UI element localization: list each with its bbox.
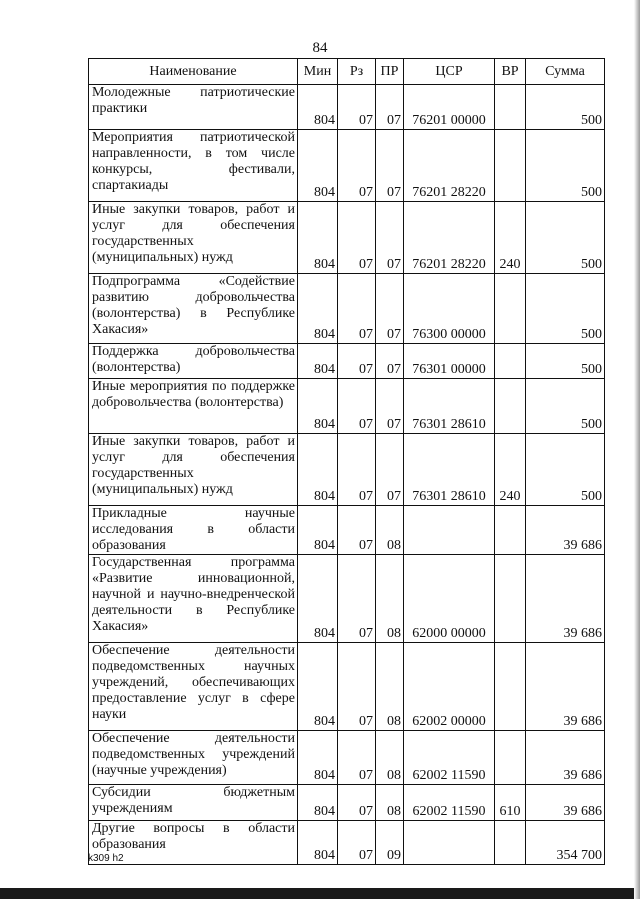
row-rz: 07	[338, 202, 376, 274]
row-min: 804	[298, 555, 338, 643]
row-vr: 240	[495, 202, 526, 274]
table-row	[89, 85, 605, 130]
row-pr: 07	[376, 130, 404, 202]
header-min: Мин	[298, 59, 338, 85]
row-vr: 240	[495, 434, 526, 506]
row-sum: 39 686	[526, 785, 605, 821]
table-row	[89, 130, 605, 202]
row-sum: 500	[526, 202, 605, 274]
row-sum: 39 686	[526, 643, 605, 731]
row-pr: 07	[376, 344, 404, 379]
row-min: 804	[298, 434, 338, 506]
table-row	[89, 731, 605, 785]
row-name: Иные закупки товаров, работ и услуг для обеспечения государственных (муниципальных) нужд	[89, 202, 298, 274]
row-csr	[404, 506, 495, 555]
row-sum: 500	[526, 274, 605, 344]
row-sum: 500	[526, 85, 605, 130]
row-pr: 09	[376, 821, 404, 865]
row-sum: 39 686	[526, 506, 605, 555]
row-rz: 07	[338, 506, 376, 555]
row-name: Обеспечение деятельности подведомственных научных учреждений, обеспечивающих предоставление услуг в сфере науки	[89, 643, 298, 731]
row-vr	[495, 643, 526, 731]
row-csr: 76301 28610	[404, 434, 495, 506]
row-csr: 76201 28220	[404, 202, 495, 274]
row-vr	[495, 85, 526, 130]
table-row	[89, 202, 605, 274]
row-name: Молодежные патриотические практики	[89, 85, 298, 130]
row-vr	[495, 344, 526, 379]
row-pr: 08	[376, 785, 404, 821]
row-pr: 07	[376, 274, 404, 344]
row-pr: 07	[376, 202, 404, 274]
row-csr	[404, 821, 495, 865]
header-csr: ЦСР	[404, 59, 495, 85]
row-rz: 07	[338, 379, 376, 434]
row-csr: 76301 00000	[404, 344, 495, 379]
header-pr: ПР	[376, 59, 404, 85]
row-csr: 76301 28610	[404, 379, 495, 434]
row-rz: 07	[338, 274, 376, 344]
row-name: Мероприятия патриотической направленности, в том числе конкурсы, фестивали, спартакиады	[89, 130, 298, 202]
row-name: Поддержка добровольчества (волонтерства)	[89, 344, 298, 379]
row-pr: 07	[376, 434, 404, 506]
row-csr: 62002 11590	[404, 731, 495, 785]
table-row	[89, 643, 605, 731]
row-vr	[495, 731, 526, 785]
row-sum: 500	[526, 379, 605, 434]
row-vr	[495, 506, 526, 555]
row-vr	[495, 130, 526, 202]
row-csr: 76201 28220	[404, 130, 495, 202]
header-vr: ВР	[495, 59, 526, 85]
row-csr: 76201 00000	[404, 85, 495, 130]
row-rz: 07	[338, 85, 376, 130]
row-pr: 07	[376, 85, 404, 130]
row-csr: 62002 11590	[404, 785, 495, 821]
row-min: 804	[298, 202, 338, 274]
table-row	[89, 344, 605, 379]
row-name: Прикладные научные исследования в области образования	[89, 506, 298, 555]
row-rz: 07	[338, 643, 376, 731]
header-rz: Рз	[338, 59, 376, 85]
row-min: 804	[298, 344, 338, 379]
row-vr	[495, 379, 526, 434]
row-sum: 500	[526, 130, 605, 202]
table-row	[89, 506, 605, 555]
row-name: Государственная программа «Развитие инновационной, научной и научно-внедренческой деятельности в Республике Хакасия»	[89, 555, 298, 643]
row-rz: 07	[338, 785, 376, 821]
row-name: Другие вопросы в области образования	[89, 821, 298, 865]
row-sum: 354 700	[526, 821, 605, 865]
row-name: Иные закупки товаров, работ и услуг для обеспечения государственных (муниципальных) нужд	[89, 434, 298, 506]
row-min: 804	[298, 379, 338, 434]
row-min: 804	[298, 785, 338, 821]
table-row	[89, 821, 605, 865]
row-sum: 500	[526, 434, 605, 506]
row-min: 804	[298, 130, 338, 202]
row-pr: 07	[376, 379, 404, 434]
row-csr: 76300 00000	[404, 274, 495, 344]
scan-bottom-edge	[0, 888, 640, 899]
table-row	[89, 785, 605, 821]
row-min: 804	[298, 731, 338, 785]
row-min: 804	[298, 506, 338, 555]
row-rz: 07	[338, 731, 376, 785]
row-rz: 07	[338, 434, 376, 506]
row-vr: 610	[495, 785, 526, 821]
row-rz: 07	[338, 555, 376, 643]
header-sum: Сумма	[526, 59, 605, 85]
row-csr: 62002 00000	[404, 643, 495, 731]
scan-right-edge	[634, 0, 640, 899]
row-min: 804	[298, 643, 338, 731]
table-row	[89, 434, 605, 506]
footer-code: k309 h2	[88, 853, 124, 864]
table-header-row	[89, 59, 605, 85]
row-sum: 39 686	[526, 555, 605, 643]
row-sum: 500	[526, 344, 605, 379]
row-rz: 07	[338, 130, 376, 202]
row-sum: 39 686	[526, 731, 605, 785]
row-min: 804	[298, 85, 338, 130]
row-name: Субсидии бюджетным учреждениям	[89, 785, 298, 821]
table-row	[89, 274, 605, 344]
row-name: Иные мероприятия по поддержке добровольчества (волонтерства)	[89, 379, 298, 434]
row-vr	[495, 821, 526, 865]
row-csr: 62000 00000	[404, 555, 495, 643]
row-vr	[495, 274, 526, 344]
header-name: Наименование	[89, 59, 298, 85]
row-min: 804	[298, 821, 338, 865]
row-pr: 08	[376, 555, 404, 643]
row-pr: 08	[376, 731, 404, 785]
row-name: Подпрограмма «Содействие развитию добровольчества (волонтерства) в Республике Хакасия»	[89, 274, 298, 344]
row-min: 804	[298, 274, 338, 344]
row-name: Обеспечение деятельности подведомственных учреждений (научные учреждения)	[89, 731, 298, 785]
row-vr	[495, 555, 526, 643]
row-pr: 08	[376, 506, 404, 555]
page-number: 84	[312, 40, 328, 56]
row-rz: 07	[338, 821, 376, 865]
budget-table	[88, 58, 605, 865]
row-pr: 08	[376, 643, 404, 731]
table-row	[89, 379, 605, 434]
row-rz: 07	[338, 344, 376, 379]
table-row	[89, 555, 605, 643]
